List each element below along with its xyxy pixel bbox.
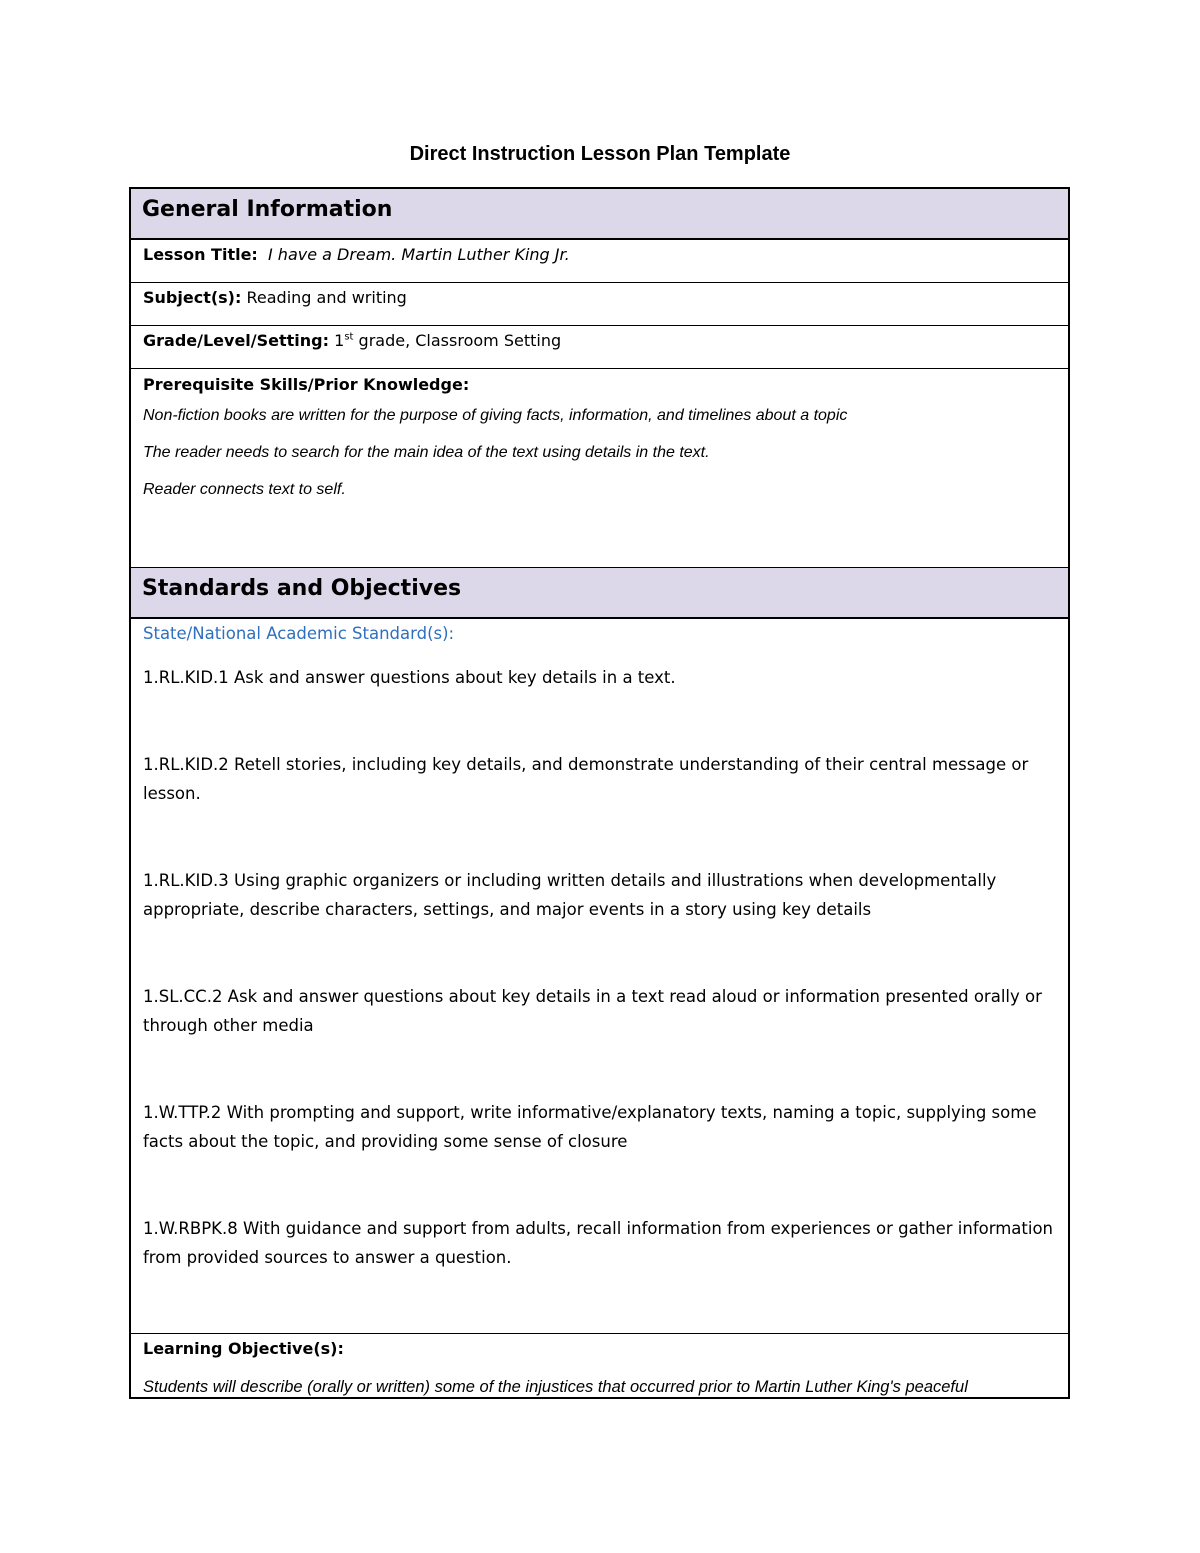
learning-objective-row: [131, 1334, 1068, 1399]
prerequisite-item: The reader needs to search for the main idea of the text using details in the text.: [143, 444, 710, 461]
grade-label: Grade/Level/Setting:: [143, 331, 330, 350]
lesson-title-value: I have a Dream. Martin Luther King Jr.: [268, 245, 570, 264]
lesson-title-label: Lesson Title:: [143, 245, 258, 264]
standard-item: 1.RL.KID.1 Ask and answer questions about key details in a text.: [143, 668, 676, 687]
grade-value: [334, 331, 561, 350]
standards-subheading: State/National Academic Standard(s):: [143, 624, 455, 643]
grade-row: [131, 326, 1068, 369]
grade-rest: grade, Classroom Setting: [353, 331, 562, 350]
lesson-title-row: [131, 240, 1068, 283]
standard-item: 1.SL.CC.2 Ask and answer questions about key details in a text read aloud or information presented orally or through other media: [143, 987, 1042, 1035]
section-header-general: General Information: [131, 189, 1068, 240]
learning-objective-label: Learning Objective(s):: [143, 1339, 344, 1358]
standards-row: [131, 619, 1068, 1334]
standard-item: 1.RL.KID.2 Retell stories, including key details, and demonstrate understanding of their central message or lesson.: [143, 755, 1029, 803]
prerequisite-item: Non-fiction books are written for the purpose of giving facts, information, and timelines about a topic: [143, 407, 848, 424]
subject-value: Reading and writing: [246, 288, 407, 307]
subject-row: [131, 283, 1068, 326]
prerequisite-item: Reader connects text to self.: [143, 481, 346, 498]
standard-item: 1.W.RBPK.8 With guidance and support from adults, recall information from experiences or gather information from provided sources to answer a question.: [143, 1219, 1054, 1267]
grade-number: 1: [334, 331, 345, 350]
standard-item: 1.W.TTP.2 With prompting and support, write informative/explanatory texts, naming a topic, supplying some facts about the topic, and providing some sense of closure: [143, 1103, 1037, 1151]
prerequisite-row: [131, 369, 1068, 568]
grade-ordinal: st: [344, 331, 354, 343]
standard-item: 1.RL.KID.3 Using graphic organizers or including written details and illustrations when developmentally appropriate, describe characters, settings, and major events in a story using key details: [143, 871, 997, 919]
lesson-plan-table: [129, 187, 1070, 1399]
section-header-standards: Standards and Objectives: [131, 568, 1068, 619]
learning-objective-text: Students will describe (orally or written) some of the injustices that occurred prior to Martin Luther King's peaceful: [143, 1378, 968, 1396]
subject-label: Subject(s):: [143, 288, 242, 307]
page-title: Direct Instruction Lesson Plan Template: [409, 143, 791, 165]
prerequisite-label: Prerequisite Skills/Prior Knowledge:: [143, 375, 470, 394]
